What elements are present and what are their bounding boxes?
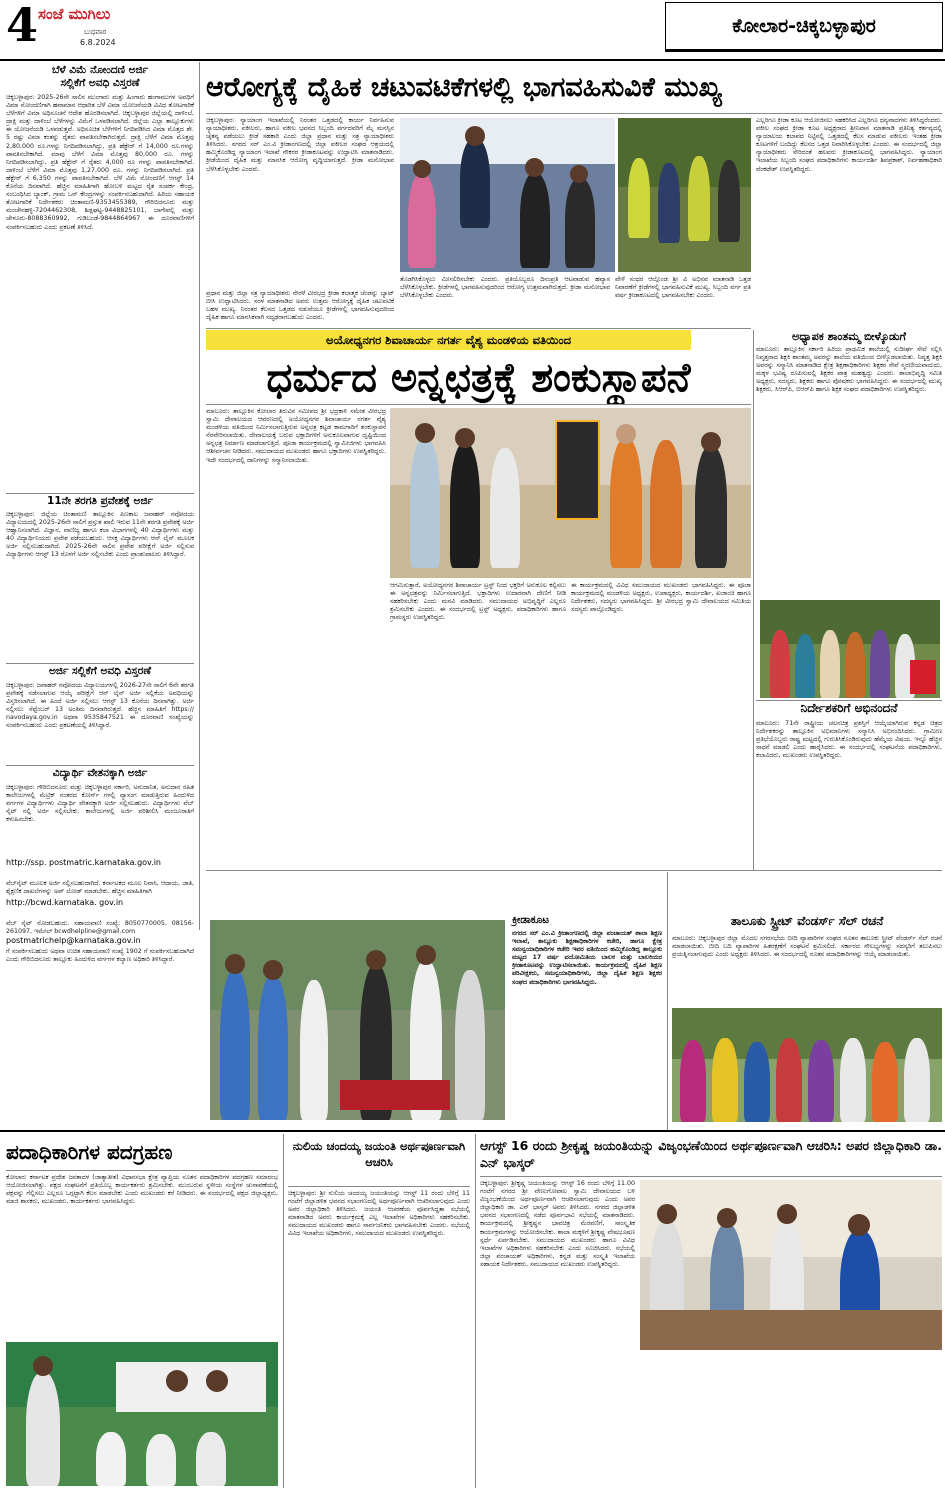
sports-body: ನಗರದ ಸರ್ ಎಂ.ವಿ ಕ್ರೀಡಾಂಗಣದಲ್ಲಿ ಜಿಲ್ಲಾ ಪಂಚಾಯತ್ ಶಾಲಾ ಶಿಕ್ಷಣ ಇಲಾಖೆ, ತಾಲ್ಲೂಕು ಶಿಕ್ಷಣಾಧಿಕಾರಿಗಳ ಕಚೇರಿ, ಹಾಗೂ ಕ್ಷೇತ್ರ ಸಮನ್ವಯಾಧಿಕಾರಿಗಳ ಕಚೇರಿ ಇವರ ವತಿಯಿಂದ ಹಮ್ಮಿಕೊಂಡಿದ್ದ ತಾಲ್ಲೂಕು ಮಟ್ಟದ 17 ವರ್ಷ ವಯೋಮಿತಿಯ ಬಾಲಕ ಮತ್ತು ಬಾಲಕಿಯರ ಕ್ರೀಡಾಕೂಟವನ್ನು ಉದ್ಘಾಟಿಸಲಾಯಿತು. ಕಾರ್ಯಕ್ರಮದಲ್ಲಿ ದೈಹಿಕ ಶಿಕ್ಷಣ ಪರಿವೀಕ್ಷಕರು, ಸಮನ್ವಯಾಧಿಕಾರಿಗಳು, ಜಿಲ್ಲಾ ದೈಹಿಕ ಶಿಕ್ಷಣ ಶಿಕ್ಷಕರ ಸಂಘದ ಪದಾಧಿಕಾರಿಗಳು ಭಾಗವಹಿಸಿದ್ದರು. xyxy=(512,930,662,986)
left-story2-body: ಚಿಕ್ಕಬಳ್ಳಾಪುರ: ಜಿಲ್ಲೆಯ ಚಿಂತಾಮಣಿ ತಾಲ್ಲೂಕಿನ ಪಿಣಕಾಲ ಜವಾಹರ್ ನವೋದಯ ವಿದ್ಯಾಲಯದಲ್ಲಿ 2025-26ನೇ ಸಾಲಿಗೆ ಪ್ರಸ್ತುತ ಖಾಲಿ ಇರುವ 11ನೇ ತರಗತಿ ಪ್ರವೇಶಕ್ಕೆ ಅರ್ಜಿ ಆಹ್ವಾನಿಸಲಾಗಿದೆ. ವಿಜ್ಞಾನ, ವಾಣಿಜ್ಯ ಹಾಗೂ ಕಲಾ ವಿಭಾಗಗಳಲ್ಲಿ 40 ವಿದ್ಯಾರ್ಥಿಗಳು ಮತ್ತು 40 ವಿದ್ಯಾರ್ಥಿನಿಯರು ಪ್ರವೇಶ ಪಡೆಯಬಹುದು. ಆಸಕ್ತ ವಿದ್ಯಾರ್ಥಿಗಳು ಆನ್ ಲೈನ್ ಮೂಲಕ ಅರ್ಜಿ ಸಲ್ಲಿಸಬಹುದಾಗಿದೆ. 2025-26ನೇ ಸಾಲಿನ ಪ್ರವೇಶ ಪರೀಕ್ಷೆಗೆ ಅರ್ಜಿ ಸಲ್ಲಿಸುವ ವಿದ್ಯಾರ್ಥಿಗಳು ಆಗಸ್ಟ್ 13 ರೊಳಗೆ ಅರ್ಜಿ ಸಲ್ಲಿಸಬೇಕು ಎಂದು ಪ್ರಾಂಶುಪಾಲರು ತಿಳಿಸಿದ್ದಾರೆ. xyxy=(6,511,194,559)
vendors-photo xyxy=(672,1008,942,1122)
lead-bottom-rule xyxy=(206,328,751,329)
left-story4-url1[interactable]: http://ssp. postmatric.karnataka.gov.in xyxy=(6,858,161,867)
sports-headline: ಕ್ರೀಡಾಕೂಟ xyxy=(512,914,550,926)
masthead xyxy=(0,0,945,60)
second-col3: ಈ ಕಾರ್ಯಕ್ರಮದಲ್ಲಿ ವಿವಿಧ ಸಮುದಾಯದ ಮುಖಂಡರು ಭಾಗವಹಿಸಿದ್ದರು. ಈ ಪೂಜಾ ಕಾರ್ಯಕ್ರಮದಲ್ಲಿ ಮಂಡಳಿಯ ಅಧ್ಯಕ್ಷರು, ಉಪಾಧ್ಯಕ್ಷರು, ಕಾರ್ಯದರ್ಶಿ, ಖಜಾಂಚಿ ಹಾಗೂ ನಿರ್ದೇಶಕರು, ಸದಸ್ಯರು ಭಾಗವಹಿಸಿದ್ದರು. ಶ್ರೀ ವೀರಭದ್ರ ಸ್ವಾಮಿ ದೇವಾಲಯದ ಸಮಿತಿಯ ಸದಸ್ಯರು ಪಾಲ್ಗೊಂಡಿದ್ದರು. xyxy=(571,582,751,614)
left-story4-url2[interactable]: http://bcwd.karnataka. gov.in xyxy=(6,898,124,907)
masthead-date: 6.8.2024 xyxy=(80,38,116,47)
bottom3-body: ಚಿಕ್ಕಬಳ್ಳಾಪುರ: ಶ್ರೀಕೃಷ್ಣ ಜಯಂತಿಯನ್ನು ಆಗಸ್ಟ್ 16 ರಂದು ಬೆಳಿಗ್ಗೆ 11.00 ಗಂಟೆಗೆ ನಗರದ ಶ್ರೀ ವೇಣುಗೋಪಾಲ ಸ್ವಾಮಿ ದೇವಾಲಯದ ಬಳಿ ವಿಜೃಂಭಣೆಯಿಂದ ಅರ್ಥಪೂರ್ಣವಾಗಿ ಆಚರಿಸಲಾಗುವುದು ಎಂದು ಅಪರ ಜಿಲ್ಲಾಧಿಕಾರಿ ಡಾ. ಎನ್ ಭಾಸ್ಕರ್ ಅವರು ತಿಳಿಸಿದರು. ನಗರದ ಜಿಲ್ಲಾಡಳಿತ ಭವನದ ಸಭಾಂಗಣದಲ್ಲಿ ನಡೆದ ಪೂರ್ವಭಾವಿ ಸಭೆಯಲ್ಲಿ ಮಾತನಾಡಿದರು. ಕಾರ್ಯಕ್ರಮದಲ್ಲಿ ಶ್ರೀಕೃಷ್ಣನ ಭಾವಚಿತ್ರ ಮೆರವಣಿಗೆ, ಸಾಂಸ್ಕೃತಿಕ ಕಾರ್ಯಕ್ರಮಗಳನ್ನು ಆಯೋಜಿಸಬೇಕು. ಶಾಲಾ ಮಕ್ಕಳಿಗೆ ಶ್ರೀಕೃಷ್ಣ ವೇಷಭೂಷಣ ಸ್ಪರ್ಧೆ ಏರ್ಪಡಿಸಬೇಕು. ಸಮುದಾಯದ ಮುಖಂಡರು ಹಾಗೂ ವಿವಿಧ ಇಲಾಖೆಗಳ ಅಧಿಕಾರಿಗಳು ಸಹಕರಿಸಬೇಕು ಎಂದು ಸೂಚಿಸಿದರು. ಸಭೆಯಲ್ಲಿ ಜಿಲ್ಲಾ ಪಂಚಾಯತ್ ಅಧಿಕಾರಿಗಳು, ಕನ್ನಡ ಮತ್ತು ಸಂಸ್ಕೃತಿ ಇಲಾಖೆಯ ಸಹಾಯಕ ನಿರ್ದೇಶಕರು, ಸಮುದಾಯದ ಮುಖಂಡರು ಉಪಸ್ಥಿತರಿದ್ದರು. xyxy=(480,1180,635,1268)
vendors-headline: ತಾಲೂಕು ಸ್ಟ್ರೀಟ್ ವೆಂಡರ್ಸ್ ಸೆಲ್ ರಚನೆ xyxy=(730,914,884,928)
lead-col4: ಎಲ್ಲರಿಗೂ ಕ್ರೀಡಾ ಕೂಟ ಆಯೋಜಿಸಲು ಸಹಕರಿಸಿದ ಎಲ್ಲರಿಗೂ ಧನ್ಯವಾದಗಳು ತಿಳಿಸಿದ್ದರೆಂದರು. ವಕೀಲ ಸಂಘದ ಕ್ರೀಡಾ ಕೂಟ ಅಧ್ಯಕ್ಷರಾದ ಶ್ರೀನಿವಾಸ ಮಾತನಾಡಿ ಪ್ರತಿನಿತ್ಯ ಕರ್ತವ್ಯದಲ್ಲಿ ನ್ಯಾಯಾಲಯ ಕಲಾಪದ ನಿಟ್ಟಿನಲ್ಲಿ ಒತ್ತಡದಲ್ಲಿ ಕೆಲಸ ಮಾಡುವ ವಕೀಲರು ಇಂತಹ ಕ್ರೀಡಾ ಕೂಟಗಳಿಗೆ ಬಂದಿದ್ದು ಕೆಲಸದ ಒತ್ತಡ ನಿವಾರಿಸಿಕೊಳ್ಳಬೇಕು ಎಂದರು. ಈ ಸಂದರ್ಭದಲ್ಲಿ ಜಿಲ್ಲಾ ನ್ಯಾಯಾಧೀಶರು ಸೇರಿದಂತೆ ಹಲವರು ಕ್ರೀಡಾಕೂಟದಲ್ಲಿ ಭಾಗವಹಿಸಿದ್ದರು. ನ್ಯಾಯಾಂಗ ಇಲಾಖೆಯ ಸಿಬ್ಬಂದಿ ಸಂಘದ ಪದಾಧಿಕಾರಿಗಳು ಕಾರ್ಯದರ್ಶಿ ಶಿವಪ್ರಕಾಶ್, ನಿರ್ವಹಣಾಧಿಕಾರಿ ವೆಂಕಟೇಶ್ ಉಪಸ್ಥಿತರಿದ್ದರು. xyxy=(756,117,942,173)
right-story2-headline: ನಿರ್ದೇಶಕರಿಗೆ ಅಭಿನಂದನೆ xyxy=(800,701,898,715)
left-story4-body2: ವೆಬ್‌ಸೈಟ್ ಮೂಲಕ ಅರ್ಜಿ ಸಲ್ಲಿಸಬಹುದಾಗಿದೆ. ಕರ್ನಾಟಕದ ಮೂಲ ನಿವಾಸಿ, ಆದಾಯ, ಜಾತಿ, ಶೈಕ್ಷಣಿಕ ದಾಖಲೆಗಳನ್ನು ಅಪ್ ಲೋಡ್ ಮಾಡಬೇಕು. ಹೆಚ್ಚಿನ ಮಾಹಿತಿಗಾಗಿ xyxy=(6,880,194,896)
lead-rule xyxy=(206,113,942,114)
right-photo-farewell xyxy=(760,600,940,698)
left-story4-email[interactable]: postmatrichelp@karnataka.gov.in xyxy=(6,936,141,945)
bottom2-body: ಚಿಕ್ಕಬಳ್ಳಾಪುರ: ಶ್ರೀ ನುಲಿಯ ಚಂದಯ್ಯ ಜಯಂತಿಯನ್ನು ಆಗಸ್ಟ್ 11 ರಂದು ಬೆಳಿಗ್ಗೆ 11 ಗಂಟೆಗೆ ಜಿಲ್ಲಾಡಳಿತ ಭವನದ ಸಭಾಂಗಣದಲ್ಲಿ ಅರ್ಥಪೂರ್ಣವಾಗಿ ಆಚರಿಸಲಾಗುವುದು ಎಂದು ಅಪರ ಜಿಲ್ಲಾಧಿಕಾರಿ ತಿಳಿಸಿದರು. ಜಯಂತಿ ಆಚರಣೆಯ ಪೂರ್ವಸಿದ್ಧತಾ ಸಭೆಯಲ್ಲಿ ಮಾತನಾಡಿದ ಅವರು ಕಾರ್ಯಕ್ರಮಕ್ಕೆ ಎಲ್ಲ ಇಲಾಖೆಗಳ ಅಧಿಕಾರಿಗಳು ಸಹಕರಿಸಬೇಕು. ಸಮುದಾಯದ ಮುಖಂಡರು ಹಾಗೂ ಸಾರ್ವಜನಿಕರು ಭಾಗವಹಿಸಬೇಕು ಎಂದರು. ಸಭೆಯಲ್ಲಿ ವಿವಿಧ ಇಲಾಖೆಯ ಅಧಿಕಾರಿಗಳು, ಸಮುದಾಯದ ಮುಖಂಡರು ಉಪಸ್ಥಿತರಿದ್ದರು. xyxy=(288,1190,470,1238)
second-tagline-text: ಅಯೋಧ್ಯನಗರ ಶಿವಾಚಾರ್ಯ ನಗರ್ತ ವೈಶ್ಯ ಮಂಡಳಿಯ ವತಿಯಿಂದ xyxy=(325,332,571,347)
bottom3-rule xyxy=(480,1176,942,1177)
lead-headline: ಆರೋಗ್ಯಕ್ಕೆ ದೈಹಿಕ ಚಟುವಟಿಕೆಗಳಲ್ಲಿ ಭಾಗವಹಿಸುವಿಕೆ ಮುಖ್ಯ xyxy=(206,72,722,103)
bottom1-photo xyxy=(6,1342,278,1486)
paper-name: ಸಂಜೆ ಮುಗಿಲು xyxy=(38,5,111,23)
left-column-rule xyxy=(199,62,200,930)
mid-rule xyxy=(206,870,942,871)
bottom3-photo xyxy=(640,1180,942,1350)
left-story4-body3: ವೆಬ್ ಸೈಟ್ ನೋಡಬಹುದು. ಸಹಾಯವಾಣಿ ಸಂಖ್ಯೆ: 8050770005, 08156-261097, ಇಮೇಲ್ bcwdhelpline@gmail.com xyxy=(6,920,194,936)
lead-col2: ತೊಡಗಿಸಿಕೊಳ್ಳಲು ಮೀಸಲಿರಿಸಬೇಕು ಎಂದರು. ಪ್ರತಿಯೊಬ್ಬರೂ ದಿನಂಪ್ರತಿ ಆಟವಾಡುವ ಹವ್ಯಾಸ ಬೆಳೆಸಿಕೊಳ್ಳಬೇಕು. ಕ್ರೀಡೆಗಳಲ್ಲಿ ಭಾಗವಹಿಸುವುದರಿಂದ ಆರೋಗ್ಯ ಉತ್ತಮವಾಗಿರುತ್ತದೆ. ಕ್ರೀಡಾ ಮನೋಭಾವ ಬೆಳೆಸಿಕೊಳ್ಳಬೇಕು ಎಂದರು. xyxy=(400,276,610,300)
left-story4-body4: ಗೆ ಸಂಪರ್ಕಿಸಬಹುದು ಅಥವಾ ಉಚಿತ ಸಹಾಯವಾಣಿ ಸಂಖ್ಯೆ 1902 ಗೆ ಸಂಪರ್ಕಿಸಬಹುದಾಗಿದೆ ಎಂದು ಗೌರಿಬಿದನೂರು ತಾಲ್ಲೂಕು ಹಿಂದುಳಿದ ವರ್ಗಗಳ ಕಲ್ಯಾಣ ಅಧಿಕಾರಿ ತಿಳಿಸಿದ್ದಾರೆ. xyxy=(6,948,194,964)
second-headline: ಧರ್ಮದ ಅನ್ನಛತ್ರಕ್ಕೆ ಶಂಕುಸ್ಥಾಪನೆ xyxy=(266,355,691,401)
left-story4-body: ಚಿಕ್ಕಬಳ್ಳಾಪುರ: ಗೌರಿಬಿದನೂರು ಮತ್ತು ಚಿಕ್ಕಬಳ್ಳಾಪುರ ಸರ್ಕಾರಿ, ಅನುದಾನಿತ, ಅನುದಾನ ರಹಿತ ಕಾಲೇಜುಗಳಲ್ಲಿ ಮೆಟ್ರಿಕ್ ನಂತರದ ಕೋರ್ಸ್ ಗಳಲ್ಲಿ ವ್ಯಾಸಂಗ ಮಾಡುತ್ತಿರುವ ಹಿಂದುಳಿದ ವರ್ಗಗಳ ವಿದ್ಯಾರ್ಥಿಗಳು ವಿದ್ಯಾರ್ಥಿ ವೇತನಕ್ಕಾಗಿ ಅರ್ಜಿ ಸಲ್ಲಿಸಬಹುದು. ವಿದ್ಯಾರ್ಥಿಗಳು ವೆಬ್ ಸೈಟ್ ನಲ್ಲಿ ಅರ್ಜಿ ಸಲ್ಲಿಸಬೇಕು. ಕಾಲೇಜುಗಳಲ್ಲಿ ಅರ್ಜಿ ಪರಿಶೀಲಿಸಿ ಮಂಜೂರಾತಿಗೆ ಕಳುಹಿಸಬೇಕು. xyxy=(6,784,194,824)
masthead-day: ಬುಧವಾರ xyxy=(84,28,107,36)
second-photo-ceremony xyxy=(390,408,751,578)
right-story2-body: ಮಾಲೂರು: 71ನೇ ರಾಷ್ಟ್ರೀಯ ಚಲನಚಿತ್ರ ಪ್ರಶಸ್ತಿಗೆ ಆಯ್ಕೆಯಾಗಿರುವ ಕನ್ನಡ ಚಿತ್ರದ ನಿರ್ದೇಶಕರನ್ನು ತಾಲ್ಲೂಕಿನ ಅಭಿಮಾನಿಗಳು ಸನ್ಮಾನಿಸಿ ಅಭಿನಂದಿಸಿದರು. ಗ್ರಾಮೀಣ ಪ್ರತಿಭೆಯೊಬ್ಬರು ರಾಷ್ಟ್ರ ಮಟ್ಟದಲ್ಲಿ ಗುರುತಿಸಿಕೊಂಡಿರುವುದು ಹೆಮ್ಮೆಯ ವಿಷಯ. ಇನ್ನೂ ಹೆಚ್ಚಿನ ಸಾಧನೆ ಮಾಡಲಿ ಎಂದು ಹಾರೈಸಿದರು. ಈ ಸಂದರ್ಭದಲ್ಲಿ ಸಂಘಟನೆಯ ಪದಾಧಿಕಾರಿಗಳು, ಕಲಾವಿದರು, ಮುಖಂಡರು ಉಪಸ್ಥಿತರಿದ್ದರು. xyxy=(756,720,942,760)
bottom3-headline: ಆಗಸ್ಟ್ 16 ರಂದು ಶ್ರೀಕೃಷ್ಣ ಜಯಂತಿಯನ್ನು ವಿಜೃಂಭಣೆಯಿಂದ ಅರ್ಥಪೂರ್ಣವಾಗಿ ಆಚರಿಸಿ: ಅಪರ ಜಿಲ್ಲಾಧಿಕಾರಿ ಡಾ. ಎನ್ ಭಾಸ್ಕರ್ xyxy=(480,1138,942,1170)
page-number: 4 xyxy=(6,0,39,52)
second-col1: ಮಾಲೂರು: ತಾಲ್ಲೂಕಿನ ಕೋಲಾರ ತಿರುವಿನ ಸಮೀಪದ ಶ್ರೀ ಭದ್ರಕಾಳಿ ಸಮೇತ ವೀರಭದ್ರ ಸ್ವಾಮಿ ದೇವಾಲಯದ ಆವರಣದಲ್ಲಿ ಅಯೋಧ್ಯನಗರ ಶಿವಾಚಾರ್ಯ ನಗರ್ತ ವೈಶ್ಯ ಮಂಡಳಿಯ ವತಿಯಿಂದ ನಿರ್ಮಿಸಲಾಗುತ್ತಿರುವ ಅನ್ನಛತ್ರ ಕಟ್ಟಡ ಕಾಮಗಾರಿಗೆ ಶಂಕುಸ್ಥಾಪನೆ ನೆರವೇರಿಸಲಾಯಿತು. ದೇವಾಲಯಕ್ಕೆ ಬರುವ ಭಕ್ತಾದಿಗಳಿಗೆ ಅನುಕೂಲವಾಗುವ ದೃಷ್ಟಿಯಿಂದ ಅನ್ನಛತ್ರ ನಿರ್ಮಾಣ ಮಾಡಲಾಗುತ್ತಿದೆ. ಪೂಜಾ ಕಾರ್ಯಕ್ರಮದಲ್ಲಿ ಸ್ವಾಮೀಜಿಗಳು ಭಾಗವಹಿಸಿ ಆಶೀರ್ವಚನ ನೀಡಿದರು. ಸಮುದಾಯದ ಮುಖಂಡರು ಹಾಗೂ ಭಕ್ತಾದಿಗಳು ಉಪಸ್ಥಿತರಿದ್ದರು. ಇದೇ ಸಂದರ್ಭದಲ್ಲಿ ದಾನಿಗಳನ್ನು ಸನ್ಮಾನಿಸಲಾಯಿತು. xyxy=(206,408,386,464)
left-story4-headline: ವಿದ್ಯಾರ್ಥಿ ವೇತನಕ್ಕಾಗಿ ಅರ್ಜಿ xyxy=(52,767,148,779)
right-story1-headline: ಅಧ್ಯಾಪಕ ಶಾಂತಮ್ಮ ಬೀಳ್ಕೊಡುಗೆ xyxy=(792,330,906,343)
second-col2: ಆಗಮಿಸುತ್ತಾರೆ, ಅಯೋಧ್ಯನಗರ ಶಿವಾಚಾರ್ಯ ಟ್ರಸ್ಟ್ ನಿಂದ ಭಕ್ತರಿಗೆ ಅನುಕೂಲ ಕಲ್ಪಿಸಲು ಈ ಅನ್ನಛತ್ರವನ್ನು ನಿರ್ಮಿಸಲಾಗುತ್ತಿದೆ. ಭಕ್ತಾದಿಗಳು ಉದಾರವಾಗಿ ದೇಣಿಗೆ ನೀಡಿ ಸಹಕರಿಸಬೇಕು ಎಂದು ಮನವಿ ಮಾಡಿದರು. ಸಮುದಾಯದ ಅಭಿವೃದ್ಧಿಗೆ ಎಲ್ಲರೂ ಶ್ರಮಿಸಬೇಕು ಎಂದರು. ಈ ಸಂದರ್ಭದಲ್ಲಿ ಟ್ರಸ್ಟ್ ಅಧ್ಯಕ್ಷರು, ಪದಾಧಿಕಾರಿಗಳು ಹಾಗೂ ಗ್ರಾಮಸ್ಥರು ಉಪಸ್ಥಿತರಿದ್ದರು. xyxy=(390,582,566,622)
bottom1-rule xyxy=(6,1170,278,1171)
paper-logo xyxy=(38,4,158,28)
sports-rule xyxy=(667,872,668,1130)
left-story1-headline: ಬೆಳೆ ವಿಮೆ ನೋಂದಣಿ ಅರ್ಜಿ ಸಲ್ಲಿಕೆಗೆ ಅವಧಿ ವಿಸ್ತರಣೆ xyxy=(51,64,149,89)
vendors-body: ಮಾಲೂರು: ಚಿಕ್ಕಬಳ್ಳಾಪುರ ಜಿಲ್ಲಾ ಮೊದಲ ನಗರಸಭೆಯ ಬೀದಿ ವ್ಯಾಪಾರಿಗಳ ಸಂಘದ ನೂತನ ತಾಲೂಕು ಸ್ಟ್ರೀಟ್ ವೆಂಡರ್ಸ್ ಸೆಲ್ ರಚನೆ ಮಾಡಲಾಯಿತು. ಬೀದಿ ಬದಿ ವ್ಯಾಪಾರಿಗಳ ಹಿತರಕ್ಷಣೆಗೆ ಸಂಘಟನೆ ಶ್ರಮಿಸಲಿದೆ. ಸರ್ಕಾರದ ಸೌಲಭ್ಯಗಳನ್ನು ಸದಸ್ಯರಿಗೆ ತಲುಪಿಸಲು ಪ್ರಯತ್ನಿಸಲಾಗುವುದು ಎಂದು ಅಧ್ಯಕ್ಷರು ತಿಳಿಸಿದರು. ಈ ಸಂದರ್ಭದಲ್ಲಿ ನೂತನ ಪದಾಧಿಕಾರಿಗಳನ್ನು ಆಯ್ಕೆ ಮಾಡಲಾಯಿತು. xyxy=(672,935,942,959)
left-story3-headline: ಅರ್ಜಿ ಸಲ್ಲಿಕೆಗೆ ಅವಧಿ ವಿಸ್ತರಣೆ xyxy=(48,665,152,677)
left-story3-body: ಚಿಕ್ಕಬಳ್ಳಾಪುರ: ಜವಾಹರ್ ನವೋದಯ ವಿದ್ಯಾಲಯಗಳಲ್ಲಿ 2026-27ನೇ ಸಾಲಿಗೆ 6ನೇ ತರಗತಿ ಪ್ರವೇಶಕ್ಕೆ ನಡೆಸಲಾಗುವ ಆಯ್ಕೆ ಪರೀಕ್ಷೆಗೆ ಆನ್ ಲೈನ್ ಅರ್ಜಿ ಸಲ್ಲಿಕೆಯ ಅವಧಿಯನ್ನು ವಿಸ್ತರಿಸಲಾಗಿದೆ. ಈ ಹಿಂದೆ ಅರ್ಜಿ ಸಲ್ಲಿಸಲು ಆಗಸ್ಟ್ 13 ಕೊನೆಯ ದಿನವಾಗಿತ್ತು. ಅರ್ಜಿ ಸಲ್ಲಿಸಲು ಸೆಪ್ಟೆಂಬರ್ 13 ಅಂತಿಮ ದಿನವಾಗಿರುತ್ತದೆ. ಹೆಚ್ಚಿನ ಮಾಹಿತಿಗೆ https:// navodaya.gov.in ಅಥವಾ 9535847521 ಈ ದೂರವಾಣಿ ಸಂಖ್ಯೆಯನ್ನು ಸಂಪರ್ಕಿಸಬಹುದು ಎಂದು ಪ್ರಕಟಣೆಯಲ್ಲಿ ತಿಳಿಸಿದ್ದಾರೆ. xyxy=(6,682,194,730)
second-tagline xyxy=(206,330,691,350)
left-rule-2 xyxy=(6,663,194,664)
lead-photo-field xyxy=(618,118,751,272)
bottom3-body-cont xyxy=(640,1354,942,1486)
left-story2-headline: 11ನೇ ತರಗತಿ ಪ್ರವೇಶಕ್ಕೆ ಅರ್ಜಿ xyxy=(47,495,153,507)
bottom-rule xyxy=(0,1130,945,1132)
bottom-rule-v1 xyxy=(283,1134,284,1488)
lead-col3: ವೇಳೆ ಸಂಧರ ಆಲ್ಗೊಂಡ ಶ್ರೀ ವಿ ಅಭಿನವ ಮಾತನಾಡಿ ಒತ್ತಡ ನಿವಾರಣೆಗೆ ಕ್ರೀಡೆಗಳಲ್ಲಿ ಭಾಗವಹಿಸುವಿಕೆ ಮುಖ್ಯ. ಸಿಬ್ಬಂದಿ ವರ್ಗ ಪ್ರತಿ ವರ್ಷ ಕ್ರೀಡಾಕೂಟದಲ್ಲಿ ಭಾಗವಹಿಸಬೇಕು ಎಂದರು. xyxy=(615,276,751,300)
right-column-rule xyxy=(753,330,754,870)
bottom1-body: ಕೋಲಾರ: ಕರ್ನಾಟಕ ಪ್ರದೇಶ ಜನತಾದಳ (ಜಾತ್ಯಾತೀತ) ವಿಧಾನಸಭಾ ಕ್ಷೇತ್ರ ವ್ಯಾಪ್ತಿಯ ನೂತನ ಪದಾಧಿಕಾರಿಗಳ ಪದಗ್ರಹಣ ಸಮಾರಂಭ ಆಯೋಜಿಸಲಾಗಿತ್ತು. ಪಕ್ಷದ ಸಂಘಟನೆಗೆ ಪ್ರತಿಯೊಬ್ಬ ಕಾರ್ಯಕರ್ತರು ಶ್ರಮಿಸಬೇಕು. ಮುಂಬರುವ ಸ್ಥಳೀಯ ಸಂಸ್ಥೆಗಳ ಚುನಾವಣೆಯಲ್ಲಿ ಪಕ್ಷವನ್ನು ಗೆಲ್ಲಿಸಲು ಎಲ್ಲರೂ ಒಗ್ಗಟ್ಟಾಗಿ ಕೆಲಸ ಮಾಡಬೇಕು ಎಂದು ಮುಖಂಡರು ಕರೆ ನೀಡಿದರು. ಈ ಸಂದರ್ಭದಲ್ಲಿ ಪಕ್ಷದ ಜಿಲ್ಲಾಧ್ಯಕ್ಷರು, ಮಾಜಿ ಶಾಸಕರು, ಮುಖಂಡರು, ಕಾರ್ಯಕರ್ತರು ಭಾಗವಹಿಸಿದ್ದರು. xyxy=(6,1174,278,1206)
left-story1-body: ಚಿಕ್ಕಬಳ್ಳಾಪುರ: 2025-26ನೇ ಸಾಲಿನ ಮುಂಗಾರು ಮತ್ತು ಹಿಂಗಾರು ಹಂಗಾಮುಗಳ ಅವಧಿಗೆ ವಿಮಾ ನೋಂದಣಿಗಾಗಿ ಹವಾಮಾನ ಆಧಾರಿತ ಬೆಳೆ ವಿಮಾ ಯೋಜನೆಯಡಿ ವಿವಿಧ ತೋಟಗಾರಿಕೆ ಬೆಳೆಗಳಿಗೆ ವಿಮಾ ಅಧಿಸೂಚನೆ ಆದೇಶ ಹೊರಡಿಸಲಾಗಿದೆ. ಚಿಕ್ಕಬಳ್ಳಾಪುರ ಜಿಲ್ಲೆಯಲ್ಲಿ ದಾಳಿಂಬೆ, ದ್ರಾಕ್ಷಿ ಮತ್ತು ದಾಳಿಂಬೆ ಬೆಳೆಗಳನ್ನು ವಿಮೆಗೆ ಒಳಪಡಿಸಲಾಗಿದೆ. ಜಿಲ್ಲೆಯ ಎಲ್ಲಾ ತಾಲ್ಲೂಕುಗಳು ಈ ಯೋಜನೆಯಡಿ ಒಳಪಡುತ್ತವೆ. ಅಧಿಸೂಚಿತ ಬೆಳೆಗಳಿಗೆ ನಿಗದಿಪಡಿಸಿದ ವಿಮಾ ಮೊತ್ತದ ಶೇ. 5 ರಷ್ಟು ವಿಮಾ ಕಂತನ್ನು ರೈತರು ಪಾವತಿಸಬೇಕಾಗಿರುತ್ತದೆ. ದ್ರಾಕ್ಷಿ ಬೆಳೆಗೆ ವಿಮಾ ಮೊತ್ತವು 2,80,000 ರೂ.ಗಳನ್ನು ನಿಗದಿಪಡಿಸಲಾಗಿದ್ದು, ಪ್ರತಿ ಹೆಕ್ಟೇರ್ ಗೆ 14,000 ರೂ.ಗಳನ್ನು ಪಾವತಿಸಬೇಕಾಗಿದೆ. ಮಾವು ಬೆಳೆಗೆ ವಿಮಾ ಮೊತ್ತವು 80,000 ರೂ. ಗಳನ್ನು ನಿಗದಿಪಡಿಸಲಾಗಿದ್ದು, ಪ್ರತಿ ಹೆಕ್ಟೇರ್ ಗೆ ರೈತರು 4,000 ರೂ ಗಳನ್ನು ಪಾವತಿಸಬೇಕಾಗಿದೆ. ದಾಳಿಂಬೆ ಬೆಳೆಗೆ ವಿಮಾ ಮೊತ್ತವು 1,27,000 ರೂ. ಗಳನ್ನು ನಿಗದಿಪಡಿಸಲಾಗಿದೆ. ಪ್ರತಿ ಹೆಕ್ಟೇರ್ ಗೆ 6,350 ಗಳನ್ನು ಪಾವತಿಸಬೇಕಾಗಿದೆ. ಬೆಳೆ ವಿಮೆ ನೋಂದಣಿಗೆ ಆಗಸ್ಟ್ 14 ಕೊನೆಯ ದಿನವಾಗಿದೆ. ಹೆಚ್ಚಿನ ಮಾಹಿತಿಗಾಗಿ ಹೋಬಳಿ ಮಟ್ಟದ ರೈತ ಸಂಪರ್ಕ ಕೇಂದ್ರ, ಸಂಬಂಧಿಸಿದ ಬ್ಯಾಂಕ್, ಗ್ರಾಮ ಒನ್ ಕೇಂದ್ರಗಳನ್ನು ಸಂಪರ್ಕಿಸಬಹುದಾಗಿದೆ. ಹಿರಿಯ ಸಹಾಯಕ ತೋಟಗಾರಿಕೆ ನಿರ್ದೇಶಕರು ಚಿಂತಾಮಣಿ-9353455389, ಗೌರಿಬಿದನೂರು ಮತ್ತು ಮಂಚೇನಹಳ್ಳಿ-7204462308, ಶಿಡ್ಲಘಟ್ಟ-9448825101, ಬಾಗೇಪಲ್ಲಿ ಮತ್ತು ಚೇಳೂರು-8088360992, ಗುಡಿಬಂಡೆ-9844864967 ಈ ದೂರವಾಣಿಗಳಿಗೆ ಸಂಪರ್ಕಿಸಬಹುದು ಎಂದು ಪ್ರಕಟಣೆ ತಿಳಿಸಿದೆ. xyxy=(6,94,194,231)
section-banner xyxy=(665,2,943,52)
bottom2-headline: ನುಲಿಯ ಚಂದಯ್ಯ ಜಯಂತಿ ಅರ್ಥಪೂರ್ಣವಾಗಿ ಆಚರಿಸಿ xyxy=(292,1139,466,1169)
right-story1-body: ಮಾಲೂರು: ತಾಲ್ಲೂಕಿನ ಸರ್ಕಾರಿ ಹಿರಿಯ ಪ್ರಾಥಮಿಕ ಶಾಲೆಯಲ್ಲಿ ಸುದೀರ್ಘ ಸೇವೆ ಸಲ್ಲಿಸಿ ನಿವೃತ್ತರಾದ ಶಿಕ್ಷಕಿ ಶಾಂತಮ್ಮ ಅವರನ್ನು ಶಾಲೆಯ ವತಿಯಿಂದ ಬೀಳ್ಕೊಡಲಾಯಿತು. ನಿವೃತ್ತ ಶಿಕ್ಷಕಿ ಅವರನ್ನು ಸನ್ಮಾನಿಸಿ ಮಾತನಾಡಿದ ಕ್ಷೇತ್ರ ಶಿಕ್ಷಣಾಧಿಕಾರಿಗಳು ಶಿಕ್ಷಕರ ಸೇವೆ ಸ್ಮರಣೀಯವಾದುದು, ಮಕ್ಕಳ ಭವಿಷ್ಯ ರೂಪಿಸುವಲ್ಲಿ ಶಿಕ್ಷಕರ ಪಾತ್ರ ಮಹತ್ವದ್ದು ಎಂದರು. ಶಾಲಾಭಿವೃದ್ಧಿ ಸಮಿತಿ ಅಧ್ಯಕ್ಷರು, ಸದಸ್ಯರು, ಶಿಕ್ಷಕರು ಹಾಗೂ ಪೋಷಕರು ಭಾಗವಹಿಸಿದ್ದರು. ಈ ಸಂದರ್ಭದಲ್ಲಿ ಮುಖ್ಯ ಶಿಕ್ಷಕರು, ಸಿಆರ್‌ಪಿ, ಬಿಆರ್‌ಪಿ ಹಾಗೂ ಶಿಕ್ಷಕ ಸಂಘದ ಪದಾಧಿಕಾರಿಗಳು ಉಪಸ್ಥಿತರಿದ್ದರು. xyxy=(756,346,942,394)
lead-col1b: ಪ್ರಧಾನ ಮತ್ತು ಜಿಲ್ಲಾ ಸತ್ರ ನ್ಯಾಯಾಧೀಶರು ನೇರಳೆ ವೀರಭದ್ರ ಕ್ರೀಡಾ ಕಲಾತ್ಮಕ ಚೆಂಡನ್ನು ಬ್ಯಾಟ್ ಬೀಸಿ ಉದ್ಘಾಟಿಸಿದರು. ಸರಳ ಮಾತನಾಡಿದ ಅವರು ಉತ್ತಮ ಆರೋಗ್ಯಕ್ಕೆ ದೈಹಿಕ ಚಟುವಟಿಕೆ ಬಹಳ ಮುಖ್ಯ. ನಿರಂತರ ಕೆಲಸದ ಒತ್ತಡದ ನಡುವೆಯೂ ಕ್ರೀಡೆಗಳಲ್ಲಿ ಭಾಗವಹಿಸುವುದರಿಂದ ದೈಹಿಕ ಹಾಗೂ ಮಾನಸಿಕವಾಗಿ ಸದೃಢರಾಗಬಹುದು ಎಂದರು. xyxy=(206,290,394,322)
left-rule-3 xyxy=(6,765,194,766)
left-rule-1 xyxy=(6,493,194,494)
lead-photo-speaker xyxy=(400,118,615,272)
second-rule xyxy=(206,404,751,405)
bottom-rule-v2 xyxy=(475,1134,476,1488)
bottom1-headline: ಪದಾಧಿಕಾರಿಗಳ ಪದಗ್ರಹಣ xyxy=(6,1140,173,1164)
section-title: ಕೋಲಾರ-ಚಿಕ್ಕಬಳ್ಳಾಪುರ xyxy=(732,15,876,37)
lead-col1: ಚಿಕ್ಕಬಳ್ಳಾಪುರ: ನ್ಯಾಯಾಂಗ ಇಲಾಖೆಯಲ್ಲಿ ನಿರಂತರ ಒತ್ತಡದಲ್ಲಿ ಕಾರ್ಯ ನಿರ್ವಹಿಸುವ ನ್ಯಾಯಾಧೀಶರು, ವಕೀಲರು, ಹಾಗೂ ವಕೀಲ ಭವನದ ಸಿಬ್ಬಂದಿ ವರ್ಗದವರಿಗೆ ಮೈ ಮನಸ್ಸಿನ ಚೈತನ್ಯ ಪಡೆಯಲು ಕ್ರೀಡೆ ಸಹಕಾರಿ ಎಂದು ಜಿಲ್ಲಾ ಪ್ರಧಾನ ಮತ್ತು ಸತ್ರ ನ್ಯಾಯಾಧೀಶರು ತಿಳಿಸಿದರು. ನಗರದ ಸರ್ ಎಂ.ವಿ ಕ್ರೀಡಾಂಗಣದಲ್ಲಿ ಜಿಲ್ಲಾ ವಕೀಲರ ಸಂಘದ ಆಶ್ರಯದಲ್ಲಿ ಹಮ್ಮಿಕೊಂಡಿದ್ದ ನ್ಯಾಯಾಂಗ ಇಲಾಖೆ ನೌಕರರ ಕ್ರೀಡಾಕೂಟವನ್ನು ಉದ್ಘಾಟಿಸಿ ಮಾತನಾಡಿದರು. ಕ್ರೀಡೆಯಿಂದ ದೈಹಿಕ ಮತ್ತು ಮಾನಸಿಕ ಆರೋಗ್ಯ ವೃದ್ಧಿಯಾಗುತ್ತದೆ. ಕ್ರೀಡಾ ಮನೋಭಾವ ಬೆಳೆಸಿಕೊಳ್ಳಬೇಕು ಎಂದರು. xyxy=(206,117,394,173)
bottom2-rule xyxy=(288,1186,470,1187)
sports-photo xyxy=(210,920,505,1120)
masthead-rule xyxy=(0,59,945,61)
